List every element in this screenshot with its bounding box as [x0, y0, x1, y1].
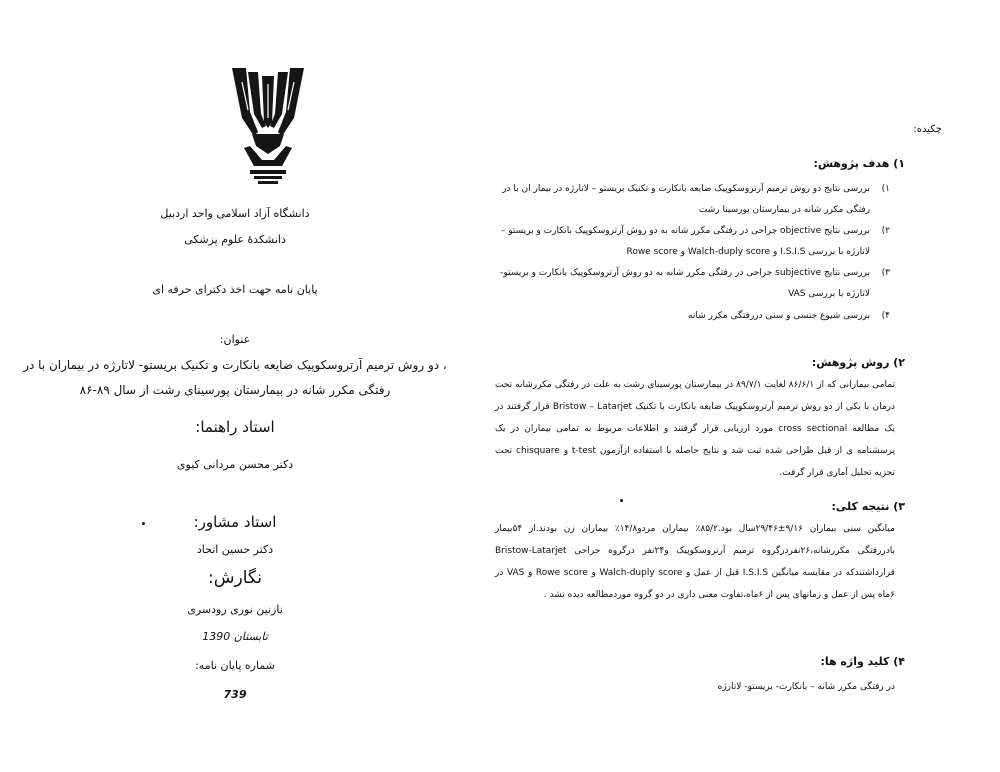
university-name: دانشگاه آزاد اسلامی واحد اردبیل: [160, 207, 310, 220]
writer-label: نگارش:: [208, 568, 262, 588]
thesis-date: تابستان 1390: [202, 630, 268, 643]
thesis-title-line-1: ، دو روش ترمیم آرتروسکوپیک ضایعه بانکارت و تکنیک بریستو- لاتارژه در بیماران با در: [23, 358, 447, 372]
supervisor-label: استاد راهنما:: [195, 418, 275, 436]
right-page: [470, 0, 1000, 772]
advisor-label: استاد مشاور:: [193, 513, 277, 531]
goal-item-number: ۴): [881, 311, 890, 321]
goal-item-number: ۲): [881, 226, 890, 236]
results-heading: ۳) نتیجه کلی:: [831, 500, 905, 513]
keywords-heading: ۴) کلید واژه ها:: [820, 655, 905, 668]
title-label: عنوان:: [219, 333, 251, 346]
thesis-title-line-2: رفتگی مکرر شانه در بیمارستان پورسینای رشت از سال ۸۹-۸۶: [79, 383, 391, 397]
goal-item-text: بررسی نتایج objective جراحی در رفتگی مکرر شانه به دو روش آرتروسکوپیک بانکارت و بریستو – لاتارژه با بررسی I.S.I.S و Walch-duply score و Rowe score: [500, 226, 870, 257]
thesis-number-label: شماره پایان نامه:: [195, 659, 275, 672]
goal-item-number: ۱): [881, 184, 890, 194]
thesis-number: 739: [223, 688, 247, 701]
faculty-name: دانشکدهٔ علوم پزشکی: [184, 233, 286, 246]
goal-item-text: بررسی نتایج دو روش ترمیم آرتروسکوپیک ضایعه بانکارت و تکنیک بریستو – لاتارژه در بیمار ان با در رفتگی مکرر شانه در بیمارستان پورسینا رشت: [502, 184, 870, 215]
abstract-label: چکیده:: [913, 124, 942, 135]
left-page: [0, 0, 470, 772]
keywords-text: در رفتگی مکرر شانه – بانکارت- بریستو- لاتارژه: [717, 682, 895, 692]
goal-item: [500, 263, 890, 305]
university-emblem-icon: [228, 62, 308, 194]
goal-item: [500, 179, 890, 221]
results-text: میانگین سنی بیماران ۹/۱۶±۲۹/۴۶سال بود.۸۵/۲٪ بیماران مردو۱۴/۸٪ بیماران زن بودند.از ۵۴بیمار بادررفتگی مکررشانه،۲۶نفردرگروه ترمیم آرتروسکوپیک و۲۴نفر درگروه جراحی Bristow-Latarjet قرارداشتندکه در مقایسه میانگین I.S.I.S قبل از عمل و Walch-duply score و Rowe score و VAS در ۶ماه پس از عمل و زمانهای پس از ۶ماه،تفاوت معنی داری در دو گروه موردمطالعه دیده نشد .: [495, 524, 896, 600]
scan-speck: [142, 522, 145, 525]
thesis-type: پایان نامه جهت اخذ دکترای حرفه ای: [152, 283, 318, 296]
goal-item: [500, 306, 890, 327]
goal-item-text: بررسی نتایج subjective جراحی در رفتگی مکرر شانه به دو روش آرتروسکوپیک بانکارت و بریستو- لاتارژه با بررسی VAS: [500, 268, 870, 299]
goal-item-text: بررسی شیوع جنسی و سنی دررفتگی مکرر شانه: [688, 311, 870, 321]
methods-text: تمامی بیمارانی که از ۸۶/۶/۱ لغایت ۸۹/۷/۱ در بیمارستان پورسینای رشت به علت در رفتگی مکررشانه تحت درمان با یکی از دو روش ترمیم آرتروسکوپیک ضایعه بانکارت یا تکنیک Bristow – Latarjet قرار گرفتند در یک مطالعه cross sectional مورد ارزیابی قرار گرفتند و اطلاعات مربوط به تمامی بیماران در یک پرسشنامه ی از قبل طراحی شده ثبت شد و نتایج حاصله با استفاده ازآزمون t-test و chisquare تحت تجزیه تحلیل آماری قرار گرفت.: [495, 380, 896, 478]
methods-heading: ۲) روش پژوهش:: [811, 356, 905, 369]
goal-item-number: ۳): [881, 268, 890, 278]
advisor-name: دکتر حسین اتحاد: [196, 543, 274, 556]
scan-speck: [620, 499, 623, 502]
goals-heading: ۱) هدف پژوهش:: [813, 157, 905, 170]
writer-name: نازنین نوری رودسری: [187, 603, 283, 616]
goal-item: [500, 221, 890, 263]
supervisor-name: دکتر محسن مردانی کیوی: [176, 458, 294, 471]
